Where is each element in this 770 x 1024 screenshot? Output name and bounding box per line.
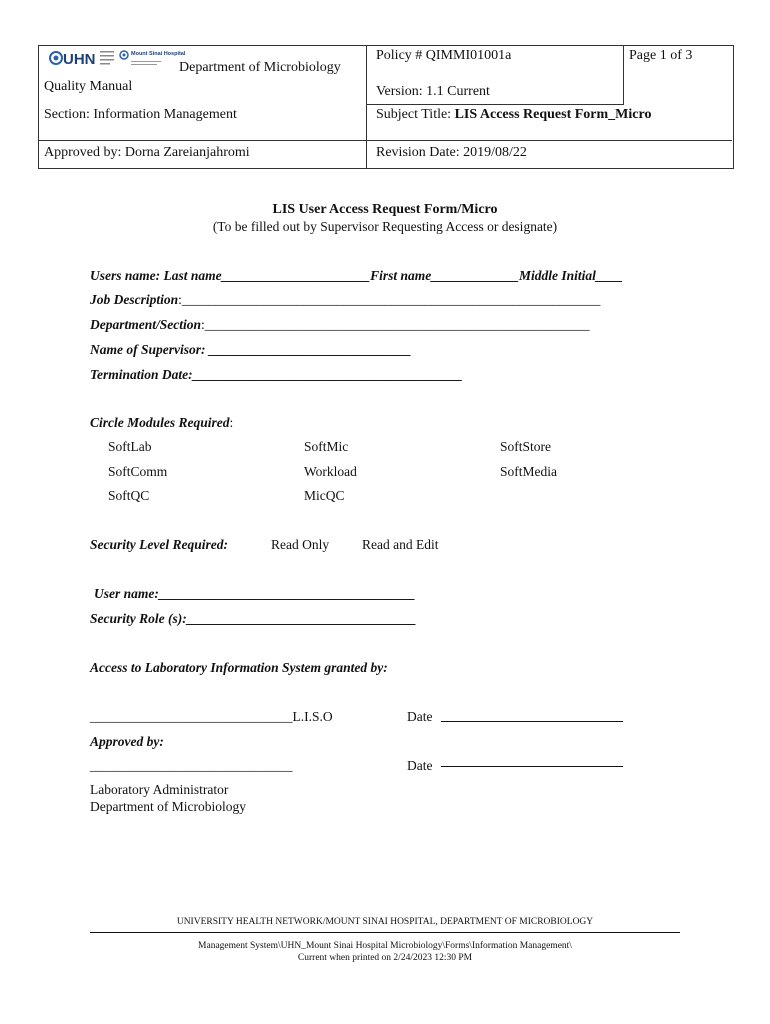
job-description-field[interactable] xyxy=(90,292,600,308)
policy-number: Policy # QIMMI01001a xyxy=(376,48,512,63)
date-field-admin[interactable] xyxy=(441,766,623,767)
form-title: LIS User Access Request Form/Micro xyxy=(272,202,498,217)
section: Section: Information Management xyxy=(44,107,237,122)
approved-by: Approved by: Dorna Zareianjahromi xyxy=(44,145,250,160)
uhn-logo-text: UHN xyxy=(63,51,96,68)
quality-manual: Quality Manual xyxy=(44,79,133,94)
module-option[interactable]: Workload xyxy=(304,464,357,479)
security-level-label: Security Level Required: xyxy=(90,537,228,552)
admin-department: Department of Microbiology xyxy=(90,799,246,814)
page-number: Page 1 of 3 xyxy=(629,48,693,63)
module-option[interactable]: SoftMic xyxy=(304,439,349,454)
supervisor-field[interactable]: Name of Supervisor: ______________________________ xyxy=(90,342,412,357)
department-name: Department of Microbiology xyxy=(179,60,341,75)
module-option[interactable]: SoftLab xyxy=(108,439,152,454)
subject-title xyxy=(376,107,651,123)
footer-printed: Current when printed on 2/24/2023 12:30 PM xyxy=(297,953,473,963)
module-option[interactable]: SoftQC xyxy=(108,488,150,503)
security-role-field[interactable]: Security Role (s):__________________________________ xyxy=(90,611,417,626)
date-label-liso: Date xyxy=(407,709,433,724)
security-option-read-only[interactable]: Read Only xyxy=(271,537,330,552)
header-divider-version xyxy=(366,104,623,105)
header-divider-row xyxy=(38,140,732,141)
form-subtitle: (To be filled out by Supervisor Requesting Access or designate) xyxy=(212,219,558,234)
subject-title-label: Subject Title: xyxy=(376,107,455,122)
user-name-field[interactable]: User name:______________________________________ xyxy=(94,586,416,601)
module-option[interactable]: MicQC xyxy=(304,488,345,503)
job-description-blank[interactable]: :______________________________________________________________ xyxy=(178,292,601,307)
admin-title: Laboratory Administrator xyxy=(90,782,229,797)
department-section-label: Department/Section xyxy=(90,317,201,332)
module-option[interactable]: SoftStore xyxy=(500,439,552,454)
liso-signature-field[interactable]: ______________________________L.I.S.O xyxy=(90,709,333,724)
department-section-field[interactable] xyxy=(90,317,590,333)
module-option[interactable]: SoftComm xyxy=(108,464,168,479)
termination-date-field[interactable]: Termination Date:________________________________________ xyxy=(90,367,463,382)
users-name-field[interactable]: Users name: Last name______________________First name_____________Middle Initial____ xyxy=(90,268,623,283)
footer-organization: UNIVERSITY HEALTH NETWORK/MOUNT SINAI HOSPITAL, DEPARTMENT OF MICROBIOLOGY xyxy=(176,917,594,927)
header-divider-page xyxy=(623,45,624,105)
version: Version: 1.1 Current xyxy=(376,84,490,99)
subject-title-value: LIS Access Request Form_Micro xyxy=(454,107,652,122)
modules-heading: Circle Modules Required: xyxy=(90,415,234,430)
footer-path: Management System\UHN_Mount Sinai Hospital Microbiology\Forms\Information Management\ xyxy=(198,941,572,951)
footer-rule xyxy=(90,932,680,933)
modules-label: Circle Modules Required xyxy=(90,415,230,430)
mount-sinai-logo-text: Mount Sinai Hospital xyxy=(131,51,186,57)
approved-by-label: Approved by: xyxy=(90,734,164,749)
date-label-admin: Date xyxy=(407,758,433,773)
security-option-read-edit[interactable]: Read and Edit xyxy=(362,537,439,552)
mount-sinai-logo xyxy=(118,47,186,69)
department-section-blank[interactable]: :_________________________________________________________ xyxy=(201,317,590,332)
module-option[interactable]: SoftMedia xyxy=(500,464,557,479)
access-granted-label: Access to Laboratory Information System granted by: xyxy=(90,660,388,675)
date-field-liso[interactable] xyxy=(441,721,623,722)
revision-date: Revision Date: 2019/08/22 xyxy=(376,145,527,160)
uhn-logo xyxy=(48,47,118,69)
admin-signature-field[interactable]: ______________________________ xyxy=(90,758,293,773)
job-description-label: Job Description xyxy=(90,292,179,307)
header-divider-vertical xyxy=(366,45,367,168)
